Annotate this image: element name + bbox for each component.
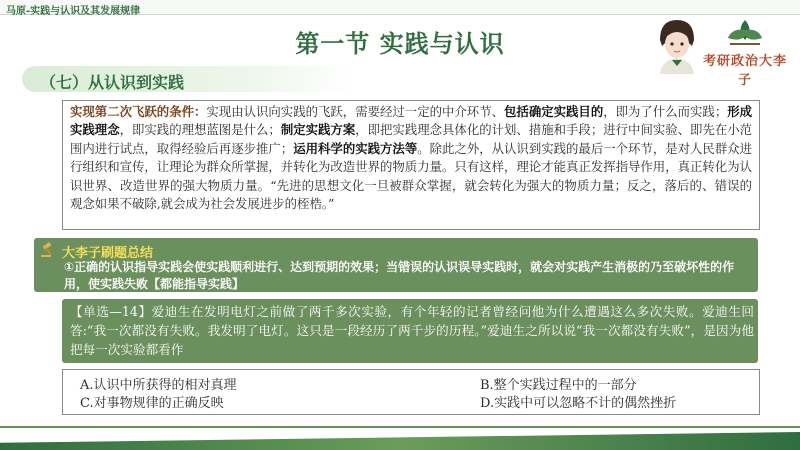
- option-d[interactable]: D.实践中可以忽略不计的偶然挫折: [480, 396, 677, 411]
- bottom-band: [0, 432, 800, 450]
- content-bold-2: 形成实践理念: [70, 104, 753, 138]
- top-bar: [0, 0, 800, 15]
- bottom-rule: [0, 426, 800, 428]
- summary-title: 大李子刷题总结: [62, 246, 154, 261]
- content-part-5: 。除此之外，从认识到实践的最后一个环节，是对人民群众进行组织和宣传，让理论为群众所掌握，并转化为改造世界的物质力量。只有这样，理论才能真正发挥指导作用，真正转化为认识世界、改造世界的强大物质力量。“先进的思想文化一旦被群众掌握，就会转化为强大的物质力量；反之，落后的、错误的观念如果不破除,就会成为社会发展进步的桎梏。”: [70, 140, 753, 212]
- option-b[interactable]: B.整个实践过程中的一部分: [480, 378, 637, 393]
- content-text: [70, 103, 752, 213]
- option-a[interactable]: A.认识中所获得的相对真理: [80, 378, 237, 393]
- content-part-1: 实现由认识向实践的飞跃，需要经过一定的中介环节、: [206, 104, 505, 119]
- content-part-4: ，即把实践理念具体化的计划、措施和手段；进行中间实验、即先在小范围内进行试点，取得经验后再逐步推广；: [70, 122, 753, 156]
- content-part-3: ，即实践的理想蓝图是什么；: [119, 122, 281, 138]
- summary-text: ①正确的认识指导实践会使实践顺利进行、达到预期的效果；当错误的认识误导实践时，就会对实践产生消极的乃至破坏性的作用，使实践失败【都能指导实践】: [64, 260, 735, 291]
- content-bold-4: 运用科学的实践方法等: [293, 140, 418, 156]
- brand-logo-icon: [700, 16, 790, 52]
- content-part-2: ，即为了什么而实践；: [603, 104, 728, 119]
- gavel-icon: [40, 242, 58, 258]
- avatar-illustration: [652, 16, 702, 74]
- content-lead: 实现第二次飞跃的条件：: [70, 104, 207, 119]
- content-bold-3: 制定实践方案: [280, 122, 356, 138]
- option-c[interactable]: C.对事物规律的正确反映: [80, 396, 224, 411]
- brand-logo: [700, 16, 790, 88]
- section-title: （七）从认识到实践: [40, 73, 185, 92]
- brand-text: 考研政治大李子: [702, 54, 787, 88]
- content-bold-1: 包括确定实践目的: [504, 104, 604, 119]
- course-label: 马原-实践与认识及其发展规律: [6, 6, 141, 17]
- question-text: 【单选—14】爱迪生在发明电灯之前做了两千多次实验，有个年轻的记者曾经问他为什么遭遇这么多次失败。爱迪生回答:“我一次都没有失败。我发明了电灯。这只是一段经历了两千步的历程。”爱迪生之所以说“我一次都没有失败”，是因为他把每一次实验都看作: [70, 304, 754, 357]
- page-title: 第一节 实践与认识: [295, 30, 505, 58]
